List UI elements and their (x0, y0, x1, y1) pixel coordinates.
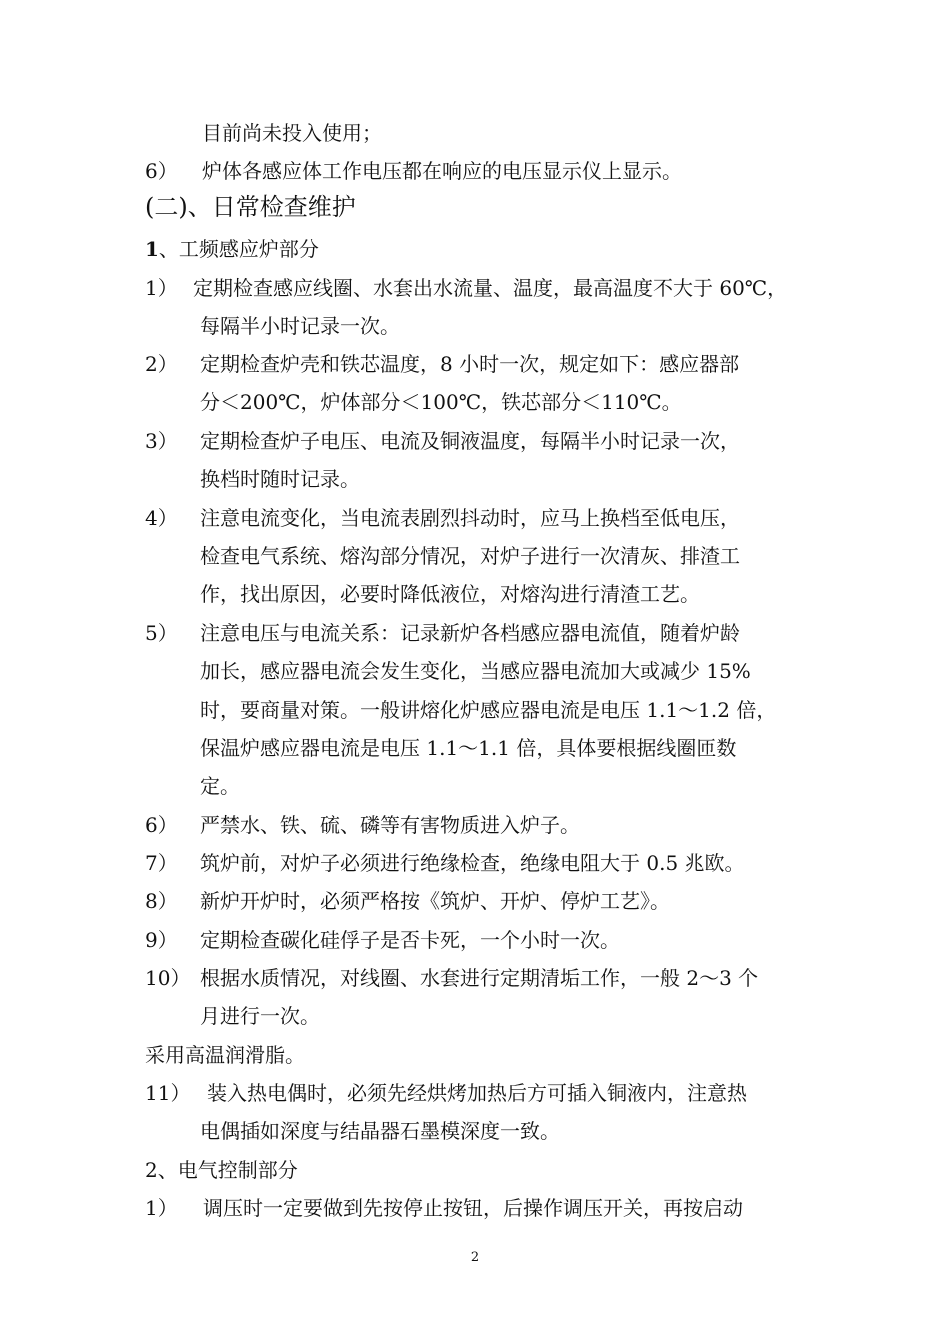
item-line: 严禁水、铁、硫、磷等有害物质进入炉子。 (200, 813, 580, 837)
continuation-line: 目前尚未投入使用； (202, 121, 382, 145)
item-number: 4） (145, 506, 178, 530)
item-text: 炉体各感应体工作电压都在响应的电压显示仪上显示。 (202, 159, 682, 183)
item-line: 定期检查碳化硅俘子是否卡死，一个小时一次。 (200, 928, 620, 952)
item-line: 注意电压与电流关系：记录新炉各档感应器电流值，随着炉龄 (200, 621, 740, 645)
item-number: 6） (145, 159, 178, 183)
item-line: 每隔半小时记录一次。 (200, 314, 400, 338)
item-line: 定期检查炉子电压、电流及铜液温度，每隔半小时记录一次， (200, 429, 740, 453)
subsection-heading-1 (145, 236, 319, 262)
item-line: 检查电气系统、熔沟部分情况，对炉子进行一次清灰、排渣工 (200, 544, 740, 568)
item-line: 新炉开炉时，必须严格按《筑炉、开炉、停炉工艺》。 (200, 889, 670, 913)
item-line: 保温炉感应器电流是电压 1.1～1.1 倍，具体要根据线圈匝数 (200, 736, 737, 760)
item-number: 10） (145, 966, 191, 990)
item-line: 换档时随时记录。 (200, 467, 360, 491)
item-line: 加长，感应器电流会发生变化，当感应器电流加大或减少 15% (200, 659, 751, 683)
item-number: 1） (145, 276, 178, 300)
item-line: 作，找出原因，必要时降低液位，对熔沟进行清渣工艺。 (200, 582, 700, 606)
item-number: 11） (145, 1081, 191, 1105)
item-number: 9） (145, 928, 178, 952)
item-number: 3） (145, 429, 178, 453)
item-line: 装入热电偶时，必须先经烘烤加热后方可插入铜液内，注意热 (207, 1081, 747, 1105)
item-line: 定。 (200, 774, 240, 798)
item-line: 月进行一次。 (200, 1004, 320, 1028)
item-line: 注意电流变化，当电流表剧烈抖动时，应马上换档至低电压， (200, 506, 740, 530)
item-line: 定期检查炉壳和铁芯温度，8 小时一次，规定如下：感应器部 (200, 352, 740, 376)
item-number: 1） (145, 1196, 178, 1220)
item-line: 时，要商量对策。一般讲熔化炉感应器电流是电压 1.1～1.2 倍， (200, 698, 777, 722)
item-line: 定期检查感应线圈、水套出水流量、温度，最高温度不大于 60℃， (193, 276, 788, 300)
item-line: 调压时一定要做到先按停止按钮，后操作调压开关，再按启动 (203, 1196, 743, 1220)
section-heading: (二)、日常检查维护 (145, 193, 356, 221)
item-line: 筑炉前，对炉子必须进行绝缘检查，绝缘电阻大于 0.5 兆欧。 (200, 851, 745, 875)
item-line: 分＜200℃，炉体部分＜100℃，铁芯部分＜110℃。 (200, 390, 682, 414)
item-line: 电偶插如深度与结晶器石墨模深度一致。 (200, 1119, 560, 1143)
subsection-title: 、工频感应炉部分 (158, 237, 319, 261)
subsection-number: 1 (145, 237, 159, 261)
item-number: 8） (145, 889, 178, 913)
item-number: 5） (145, 621, 178, 645)
item-number: 6） (145, 813, 178, 837)
item-line: 根据水质情况，对线圈、水套进行定期清垢工作，一般 2～3 个 (200, 966, 759, 990)
item-number: 2） (145, 352, 178, 376)
page-number: 2 (470, 1250, 480, 1265)
loose-line: 采用高温润滑脂。 (145, 1043, 305, 1067)
item-number: 7） (145, 851, 178, 875)
subsection-heading-2: 2、电气控制部分 (145, 1158, 298, 1182)
